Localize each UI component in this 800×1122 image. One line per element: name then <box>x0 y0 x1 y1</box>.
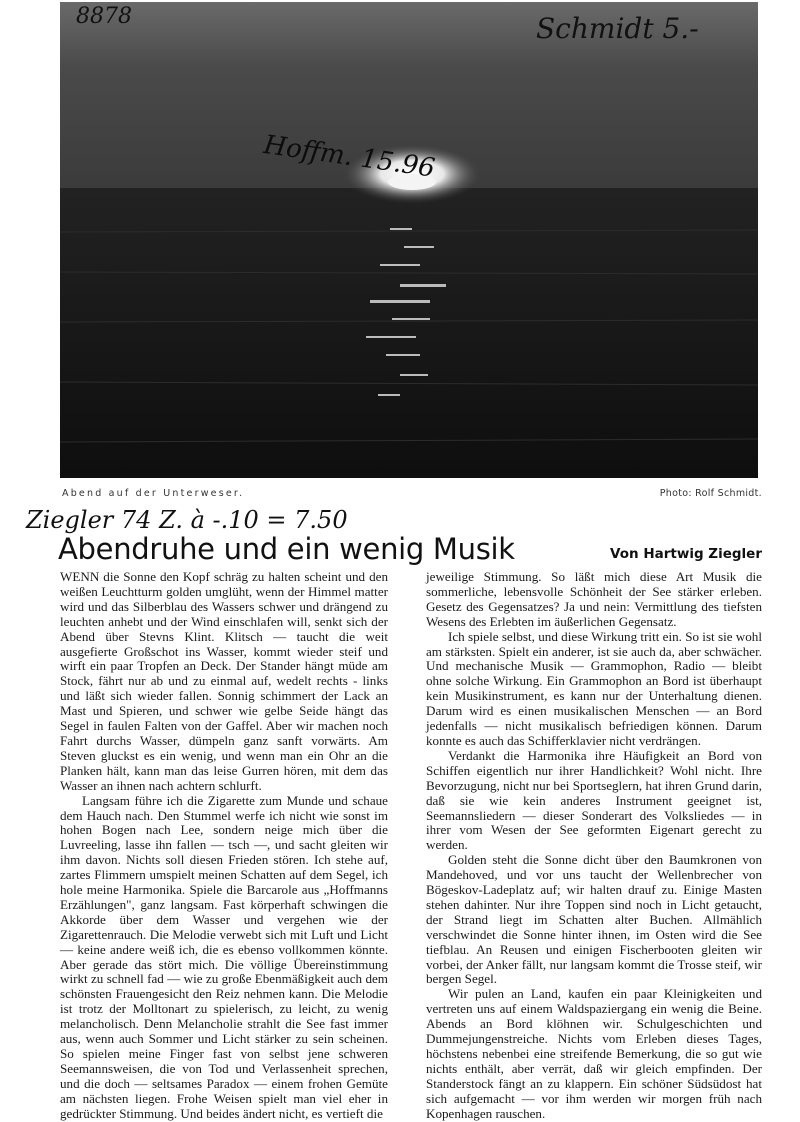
photo-credit: Photo: Rolf Schmidt. <box>659 488 762 499</box>
handwritten-number: 8878 <box>76 4 132 29</box>
sea-sunset-image <box>60 2 758 478</box>
paragraph: Wir pulen an Land, kaufen ein paar Kleinigkeiten und vertreten uns auf einem Waldspaziergang ein wenig die Beine. Abends an Bord klöhnen wir. Schulgeschichten und Dummejungenstreiche. Nichts vom Erleben dieses Tages, höchstens nebenbei eine streifende Bemerkung, die so gut wie nichts enthält, aber verrät, daß wir gleich empfinden. Der Standerstock fängt an zu klappern. Ein schöner Südsüdost hat sich aufgemacht — vor ihm werden wir morgen früh nach Kopenhagen rauschen. <box>426 986 762 1121</box>
article-byline: Von Hartwig Ziegler <box>610 546 762 562</box>
sunset-photo <box>60 2 758 478</box>
handwritten-price-note: Ziegler 74 Z. à -.10 = 7.50 <box>26 506 348 534</box>
handwritten-photo-note: Hoffm. 15.96 <box>261 130 437 184</box>
photo-caption: Abend auf der Unterweser. <box>62 488 245 499</box>
handwritten-name: Schmidt 5.- <box>536 12 699 45</box>
paragraph: Verdankt die Harmonika ihre Häufigkeit an Bord von Schiffen eigentlich nur ihrer Handlichkeit? Wohl nicht. Ihre Bevorzugung, nicht nur bei Sportseglern, hat ihren Grund darin, daß sie wie kein anderes Instrument geeignet ist, Seemannsliedern — dieser Sonderart des Volksliedes — in ihrer vom Wesen der See geformten Eigenart gerecht zu werden. <box>426 747 762 853</box>
paragraph: WENN die Sonne den Kopf schräg zu halten scheint und den weißen Leuchtturm golden umglüht, wenn der Himmel matter wird und das Silberblau des Wassers schwer und drängend zu leuchten anhebt und der Wind einschlafen will, senkt sich der Abend über Stevns Klint. Klitsch — taucht die weit ausgefierte Großschot ins Wasser, kommt wieder steif und wirft ein paar Tropfen an Deck. Der Stander hängt müde am Stock, fährt nur ab und zu einmal auf, wedelt rechts - links und läßt sich wieder fallen. Sonnig schimmert der Lack an Mast und Spieren, und schwer wie gelbe Seide hängt das Segel in faulen Falten von der Gaffel. Aber wir machen noch Fahrt durchs Wasser, dümpeln ganz sanft vorwärts. Am Steven gluckst es ein wenig, und wenn man ein Ohr an die Planken hält, kann man das leise Gurren hören, mit dem das Wasser an ihnen nach achtern schlurft. <box>60 569 388 793</box>
article-title: Abendruhe und ein wenig Musik <box>58 532 515 566</box>
paragraph: jeweilige Stimmung. So läßt mich diese Art Musik die sommerliche, lebensvolle Schönheit der See stärker erleben. Gesetz des Gegensatzes? Ja und nein: Vermittlung des tiefsten Wesens des Erlebten im äußerlichen Gegensatz. <box>426 569 762 629</box>
article-column-left <box>60 570 388 1122</box>
article-column-right <box>426 570 762 1122</box>
paragraph: Ich spiele selbst, und diese Wirkung tritt ein. So ist sie wohl am stärksten. Spielt ein anderer, ist sie auch da, aber schwächer. Und mechanische Musik — Grammophon, Radio — bleibt ohne solche Wirkung. Ein Grammophon an Bord ist überhaupt kein Musikinstrument, es kann nur der Unterhaltung dienen. Darum wird es einen musikalischen Menschen — an Bord jedenfalls — nicht musikalisch befriedigen können. Darum konnte es auch das Schifferklavier nicht verdrängen. <box>426 628 762 748</box>
paragraph: Golden steht die Sonne dicht über den Baumkronen von Mandehoved, und vor uns taucht der Wellenbrecher von Bögeskov-Ladeplatz auf; wir halten drauf zu. Einige Masten stehen dahinter. Nur ihre Toppen sind noch in Licht getaucht, der Strand liegt im Schatten alter Buchen. Allmählich verschwindet die Sonne hinter ihnen, im Osten wird die See tiefblau. An Reusen und einigen Fischerbooten gleiten wir vorbei, der Anker fällt, nur langsam kommt die Trosse steif, wir bergen Segel. <box>426 852 762 987</box>
paragraph: Langsam führe ich die Zigarette zum Munde und schaue dem Hauch nach. Den Stummel werfe ich nicht wie sonst im hohen Bogen nach Lee, sondern neige mich über die Luvreeling, lasse ihn fallen — tsch —, und sacht gleiten wir ihm davon. Nichts soll diesen Frieden stören. Ich stehe auf, zartes Flimmern umspielt meinen Schatten auf dem Segel, ich hole meine Harmonika. Spiele die Barcarole aus „Hoffmanns Erzählungen", ganz langsam. Fast körperhaft schwingen die Akkorde über dem Wasser und vergehen wie der Zigarettenrauch. Die Melodie verwebt sich mit Luft und Licht — keine andere weiß ich, die es ebenso vollkommen könnte. Aber gerade das stört mich. Die völlige Übereinstimmung wirkt zu schnell fad — wie zu große Ebenmäßigkeit auch dem schönsten Frauengesicht den Reiz nehmen kann. Die Melodie ist trotz der Molltonart zu spielerisch, zu leicht, zu wenig melancholisch. Denn Melancholie strahlt die See fast immer aus, wenn auch Sommer und Licht stärker zu sein scheinen. So spielen meine Finger fast von selbst jene schweren Seemannsweisen, die von Tod und Verlassenheit sprechen, und die doch — seltsames Paradox — einem frohen Gemüte am nächsten liegen. Frohe Weisen spielt man viel eher in gedrückter Stimmung. Und beides ändert nicht, es vertieft die <box>60 792 388 1121</box>
